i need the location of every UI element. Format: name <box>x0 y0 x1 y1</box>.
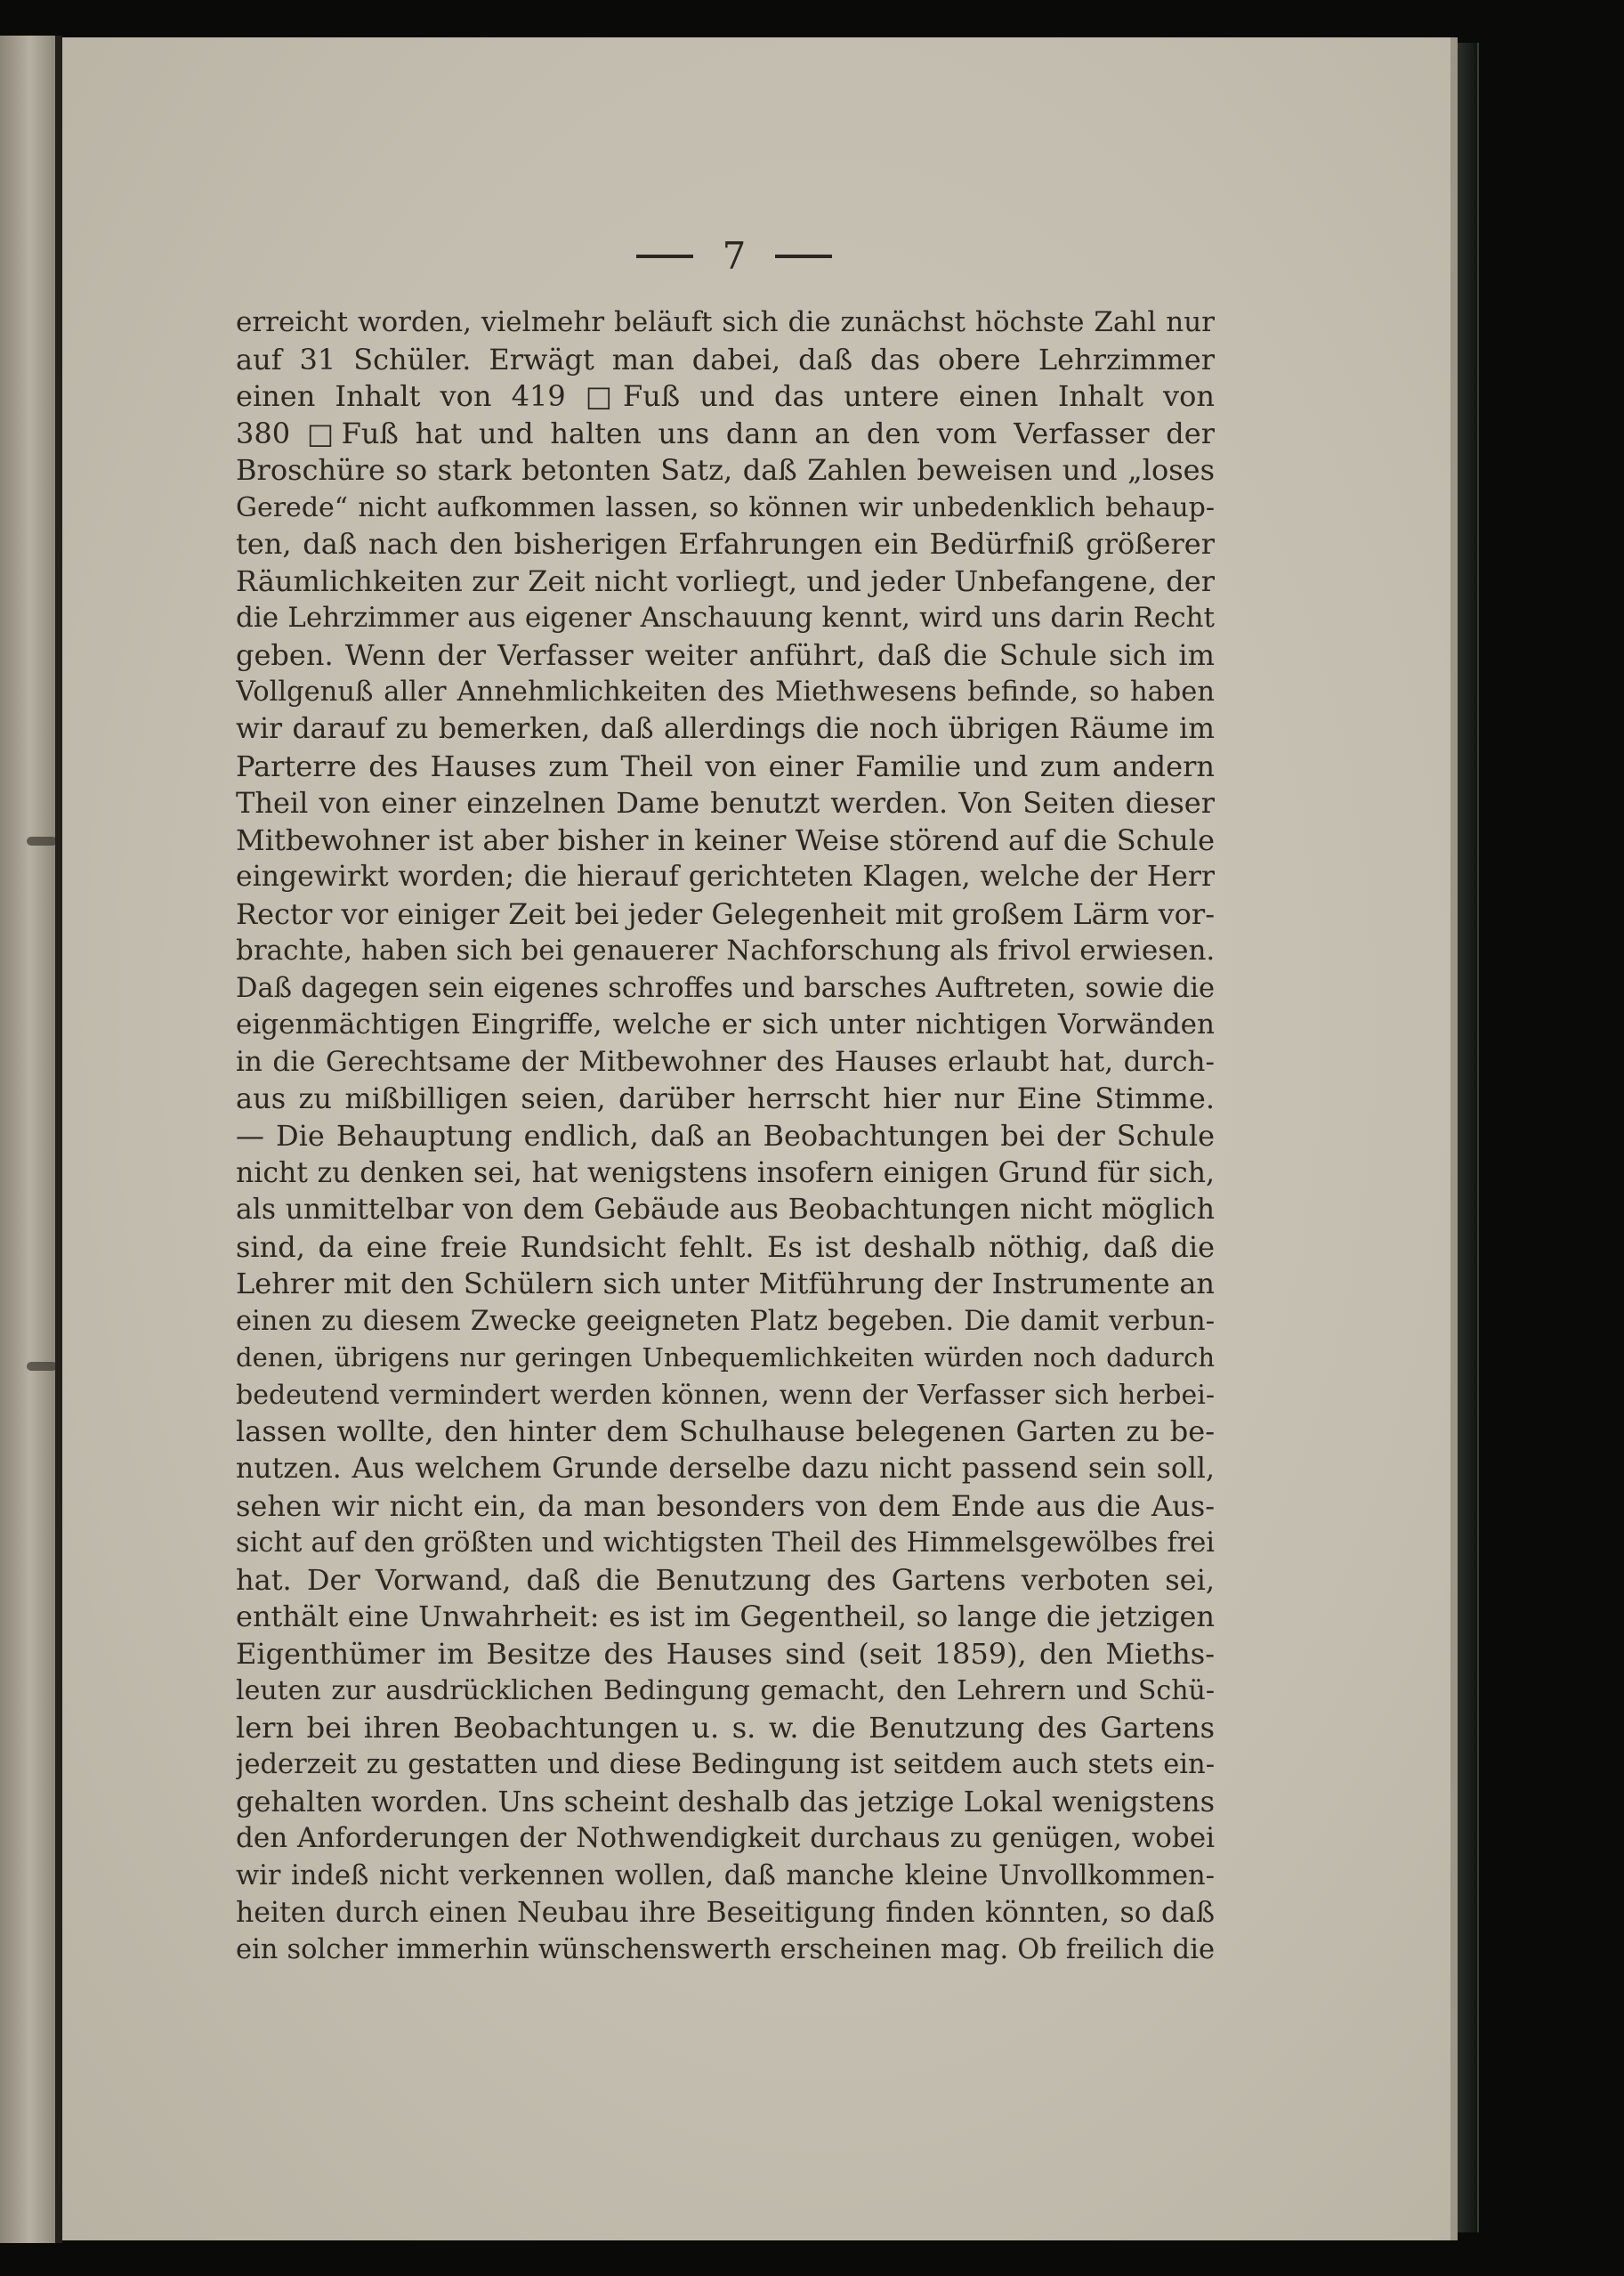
text-line: Mitbewohner ist aber bisher in keiner Weise störend auf die Schule <box>236 822 1215 857</box>
page-header <box>636 230 832 283</box>
text-line: Broschüre so stark betonten Satz, daß Zahlen beweisen und „loses <box>236 453 1215 488</box>
text-line: hat. Der Vorwand, daß die Benutzung des Gartens verboten sei, <box>236 1562 1215 1597</box>
page-edge-mark <box>27 837 57 846</box>
text-line: — Die Behauptung endlich, daß an Beobachtungen bei der Schule <box>236 1119 1215 1154</box>
text-line: Parterre des Hauses zum Theil von einer Familie und zum andern <box>236 749 1215 783</box>
text-line: heiten durch einen Neubau ihre Beseitigung finden könnten, so daß <box>236 1896 1215 1929</box>
book-gutter <box>55 36 62 2243</box>
text-line: Vollgenuß aller Annehmlichkeiten des Miethwesens befinde, so haben <box>236 676 1215 709</box>
book-cover-edge <box>1458 43 1479 2232</box>
text-line: eigenmächtigen Eingriffe, welche er sich unter nichtigen Vorwänden <box>236 1008 1215 1041</box>
text-line: 380 □Fuß hat und halten uns dann an den vom Verfasser der <box>236 416 1215 450</box>
body-text <box>236 304 1215 1969</box>
text-line: enthält eine Unwahrheit: es ist im Gegentheil, so lange die jetzigen <box>236 1600 1215 1634</box>
text-line: wir indeß nicht verkennen wollen, daß manche kleine Unvollkommen- <box>236 1859 1215 1891</box>
text-line: Lehrer mit den Schülern sich unter Mitführung der Instrumente an <box>236 1267 1215 1301</box>
page-fore-edge <box>1450 37 1458 2240</box>
text-line: Daß dagegen sein eigenes schroffes und barsches Auftreten, sowie die <box>236 972 1215 1004</box>
text-line: ten, daß nach den bisherigen Erfahrungen ein Bedürfniß größerer <box>236 527 1215 562</box>
text-line: bedeutend vermindert werden können, wenn der Verfasser sich herbei- <box>236 1379 1215 1411</box>
text-line: sicht auf den größten und wichtigsten Theil des Himmelsgewölbes frei <box>236 1527 1215 1559</box>
text-line: sehen wir nicht ein, da man besonders von dem Ende aus die Aus- <box>236 1488 1215 1523</box>
text-line: als unmittelbar von dem Gebäude aus Beobachtungen nicht möglich <box>236 1194 1215 1227</box>
header-dash-left <box>636 255 693 258</box>
text-line: Eigenthümer im Besitze des Hauses sind (seit 1859), den Mieths- <box>236 1636 1215 1671</box>
text-line: lassen wollte, den hinter dem Schulhause belegenen Garten zu be- <box>236 1414 1215 1449</box>
text-line: denen, übrigens nur geringen Unbequemlichkeiten würden noch dadurch <box>236 1342 1215 1373</box>
text-line: die Lehrzimmer aus eigener Anschauung kennt, wird uns darin Recht <box>236 602 1215 635</box>
text-line: leuten zur ausdrücklichen Bedingung gemacht, den Lehrern und Schü- <box>236 1675 1215 1707</box>
page-edge-mark <box>27 1362 57 1371</box>
text-line: sind, da eine freie Rundsicht fehlt. Es ist deshalb nöthig, daß die <box>236 1229 1215 1264</box>
text-line: aus zu mißbilligen seien, darüber herrscht hier nur Eine Stimme. <box>236 1081 1215 1116</box>
header-dash-right <box>775 255 832 258</box>
text-line: in die Gerechtsame der Mitbewohner des Hauses erlaubt hat, durch- <box>236 1045 1215 1078</box>
text-line: Gerede“ nicht aufkommen lassen, so können wir unbedenklich behaup- <box>236 491 1215 523</box>
text-line: nicht zu denken sei, hat wenigstens insofern einigen Grund für sich, <box>236 1156 1215 1189</box>
text-line: geben. Wenn der Verfasser weiter anführt, daß die Schule sich im <box>236 637 1215 672</box>
text-line: einen zu diesem Zwecke geeigneten Platz begeben. Die damit verbun- <box>236 1305 1215 1337</box>
text-line: Räumlichkeiten zur Zeit nicht vorliegt, und jeder Unbefangene, der <box>236 563 1215 598</box>
text-line: den Anforderungen der Nothwendigkeit durchaus zu genügen, wobei <box>236 1822 1215 1855</box>
text-line: jederzeit zu gestatten und diese Bedingung ist seitdem auch stets ein- <box>236 1749 1215 1781</box>
text-line: Rector vor einiger Zeit bei jeder Gelegenheit mit großem Lärm vor- <box>236 896 1215 931</box>
text-line: brachte, haben sich bei genauerer Nachforschung als frivol erwiesen. <box>236 935 1215 968</box>
facing-page-edge <box>0 36 55 2243</box>
text-line: nutzen. Aus welchem Grunde derselbe dazu nicht passend sein soll, <box>236 1452 1215 1485</box>
page-number: 7 <box>722 234 747 278</box>
text-line: eingewirkt worden; die hierauf gerichteten Klagen, welche der Herr <box>236 861 1215 894</box>
text-line: Theil von einer einzelnen Dame benutzt werden. Von Seiten dieser <box>236 786 1215 821</box>
text-line: auf 31 Schüler. Erwägt man dabei, daß das obere Lehrzimmer <box>236 342 1215 377</box>
text-line: gehalten worden. Uns scheint deshalb das jetzige Lokal wenigstens <box>236 1784 1215 1818</box>
text-line: erreicht worden, vielmehr beläuft sich die zunächst höchste Zahl nur <box>236 306 1215 338</box>
text-line: lern bei ihren Beobachtungen u. s. w. die Benutzung des Gartens <box>236 1710 1215 1745</box>
text-line: einen Inhalt von 419 □Fuß und das untere einen Inhalt von <box>236 379 1215 414</box>
text-line: wir darauf zu bemerken, daß allerdings die noch übrigen Räume im <box>236 713 1215 746</box>
text-line: ein solcher immerhin wünschenswerth erscheinen mag. Ob freilich die <box>236 1934 1215 1966</box>
